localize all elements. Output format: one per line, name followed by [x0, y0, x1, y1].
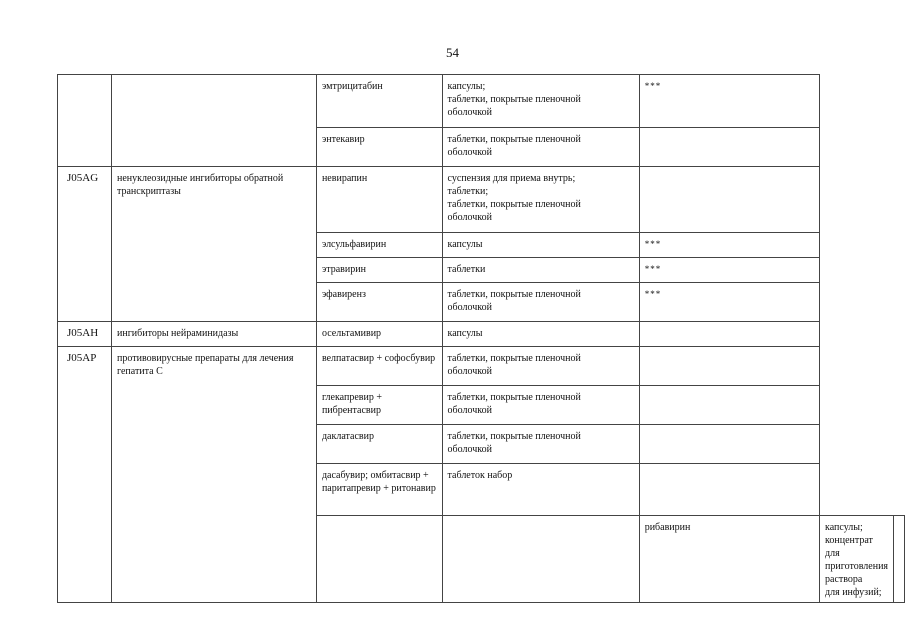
dosage-form-line: капсулы;: [825, 522, 863, 533]
table-row: [58, 167, 905, 233]
drug-name-cell: энтекавир: [316, 128, 442, 167]
dosage-form-cell: [442, 464, 639, 516]
dosage-form-cell: [442, 425, 639, 464]
note-cell: ***: [639, 75, 819, 128]
note-cell: ***: [639, 258, 819, 283]
note-cell: [639, 347, 819, 386]
dosage-form-cell: [442, 167, 639, 233]
drug-name-cell: глекапревир + пибрентасвир: [316, 386, 442, 425]
drug-name-cell: невирапин: [316, 167, 442, 233]
drug-name-cell: элсульфавирин: [316, 233, 442, 258]
dosage-form-line: таблетки;: [447, 186, 489, 197]
group-name-cell: противовирусные препараты для лечения гепатита C: [112, 347, 317, 603]
dosage-form-line: таблетки: [447, 264, 486, 275]
drug-table: [57, 74, 905, 603]
note-cell: ***: [639, 283, 819, 322]
dosage-form-line: оболочкой: [447, 366, 492, 377]
atc-code-cell: [316, 516, 442, 603]
dosage-form-line: оболочкой: [447, 444, 492, 455]
group-name-cell: ингибиторы нейраминидазы: [112, 322, 317, 347]
atc-code-cell: J05AG: [58, 167, 112, 322]
dosage-form-cell: [442, 258, 639, 283]
dosage-form-line: таблеток набор: [447, 470, 513, 481]
dosage-form-line: таблетки, покрытые пленочной: [447, 94, 581, 105]
drug-name-cell: эмтрицитабин: [316, 75, 442, 128]
atc-code-cell: J05AP: [58, 347, 112, 603]
dosage-form-line: таблетки, покрытые пленочной: [447, 431, 581, 442]
dosage-form-cell: [442, 283, 639, 322]
dosage-form-line: концентрат для приготовления раствора: [825, 535, 889, 585]
note-cell: [639, 425, 819, 464]
page-number: 54: [446, 45, 459, 60]
dosage-form-cell: [442, 128, 639, 167]
note-cell: [639, 464, 819, 516]
note-cell: [639, 386, 819, 425]
group-name-cell: ненуклеозидные ингибиторы обратной транскриптазы: [112, 167, 317, 322]
drug-name-cell: этравирин: [316, 258, 442, 283]
dosage-form-line: капсулы: [447, 328, 483, 339]
dosage-form-line: таблетки, покрытые пленочной: [447, 392, 581, 403]
table-row: [58, 322, 905, 347]
group-name-cell: [442, 516, 639, 603]
dosage-form-line: таблетки, покрытые пленочной: [447, 289, 581, 300]
dosage-form-line: оболочкой: [447, 302, 492, 313]
dosage-form-cell: [442, 233, 639, 258]
table-row: [58, 347, 905, 386]
drug-name-cell: велпатасвир + софосбувир: [316, 347, 442, 386]
drug-name-cell: даклатасвир: [316, 425, 442, 464]
dosage-form-line: таблетки, покрытые пленочной: [447, 199, 581, 210]
dosage-form-line: таблетки, покрытые пленочной: [447, 134, 581, 145]
note-cell: [639, 322, 819, 347]
note-cell: ***: [639, 233, 819, 258]
atc-code-cell: [58, 75, 112, 167]
dosage-form-cell: [442, 75, 639, 128]
note-cell: [639, 128, 819, 167]
dosage-form-line: оболочкой: [447, 212, 492, 223]
dosage-form-cell: [442, 347, 639, 386]
note-cell: [639, 167, 819, 233]
dosage-form-cell: [820, 516, 894, 603]
note-cell: [894, 516, 905, 603]
dosage-form-line: для инфузий;: [825, 587, 882, 598]
dosage-form-line: капсулы;: [447, 81, 486, 92]
dosage-form-cell: [442, 386, 639, 425]
drug-name-cell: осельтамивир: [316, 322, 442, 347]
table-row: [58, 75, 905, 128]
dosage-form-line: оболочкой: [447, 147, 492, 158]
drug-name-cell: дасабувир; омбитасвир + паритапревир + ритонавир: [316, 464, 442, 516]
dosage-form-line: таблетки, покрытые пленочной: [447, 353, 581, 364]
dosage-form-cell: [442, 322, 639, 347]
atc-code-cell: J05AH: [58, 322, 112, 347]
drug-name-cell: эфавиренз: [316, 283, 442, 322]
dosage-form-line: капсулы: [447, 239, 483, 250]
dosage-form-line: оболочкой: [447, 405, 492, 416]
dosage-form-line: оболочкой: [447, 107, 492, 118]
dosage-form-line: суспензия для приема внутрь;: [447, 173, 576, 184]
drug-name-cell: рибавирин: [639, 516, 819, 603]
group-name-cell: [112, 75, 317, 167]
